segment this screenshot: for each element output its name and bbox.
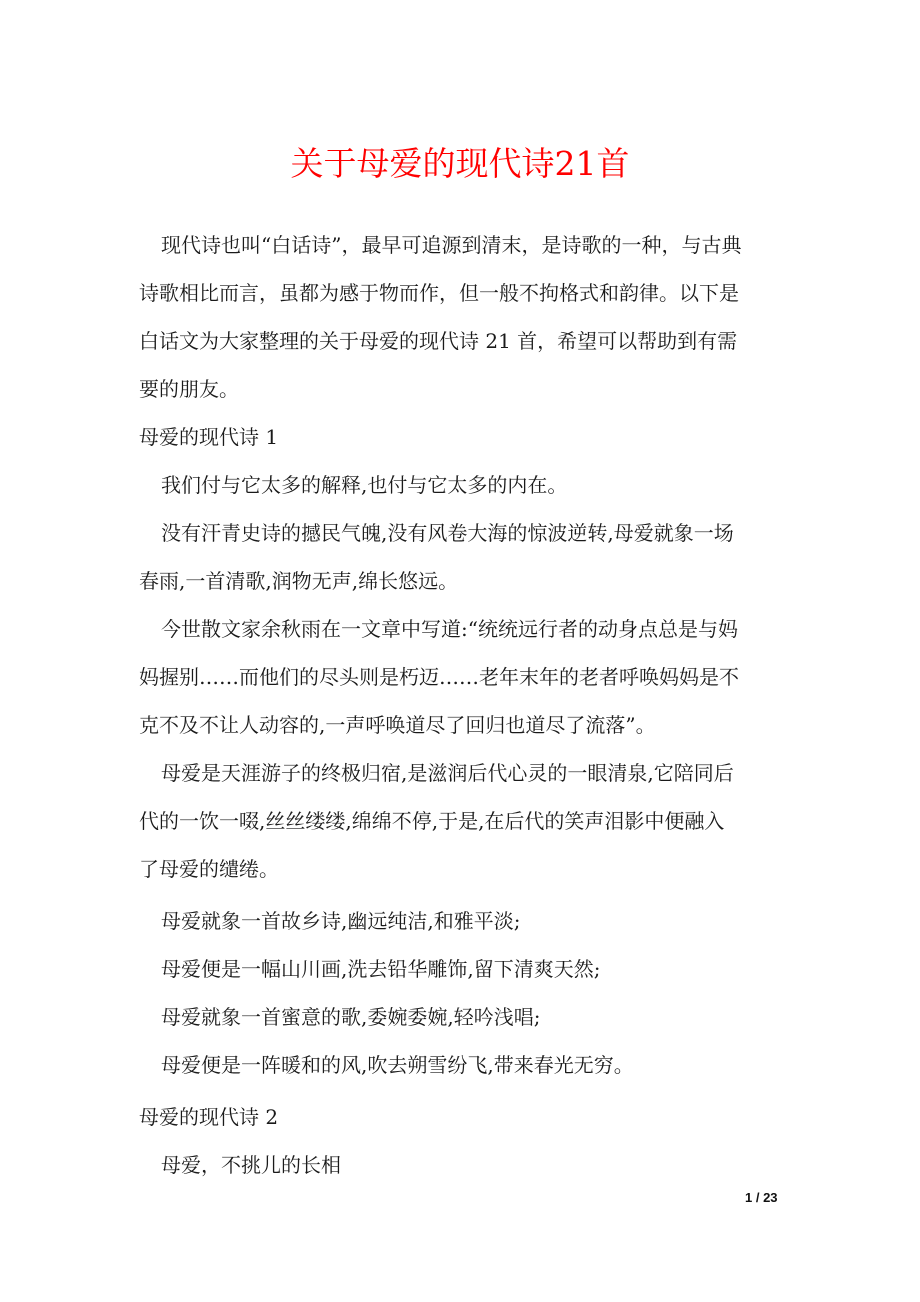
- intro-line: 要的朋友。: [139, 377, 239, 401]
- paragraph-line: 母爱就象一首蜜意的歌,委婉委婉,轻吟浅唱;: [161, 1005, 541, 1029]
- paragraph-line: 母爱是天涯游子的终极归宿,是滋润后代心灵的一眼清泉,它陪同后: [161, 761, 734, 785]
- document-title: 关于母爱的现代诗21首: [290, 144, 630, 183]
- paragraph-line: 没有汗青史诗的撼民气魄,没有风卷大海的惊波逆转,母爱就象一场: [161, 521, 734, 545]
- paragraph-line: 克不及不让人动容的,一声呼唤道尽了回归也道尽了流落”。: [139, 713, 656, 737]
- intro-line: 诗歌相比而言，虽都为感于物而作，但一般不拘格式和韵律。以下是: [139, 281, 739, 305]
- section-heading: 母爱的现代诗 2: [139, 1105, 279, 1129]
- paragraph-line: 了母爱的缱绻。: [139, 857, 279, 881]
- paragraph-line: 母爱便是一幅山川画,洗去铅华雕饰,留下清爽天然;: [161, 957, 601, 981]
- paragraph-line: 今世散文家余秋雨在一文章中写道:“统统远行者的动身点总是与妈: [161, 617, 738, 641]
- paragraph-line: 我们付与它太多的解释,也付与它太多的内在。: [161, 473, 568, 497]
- paragraph-line: 妈握别……而他们的尽头则是朽迈……老年末年的老者呼唤妈妈是不: [139, 665, 739, 689]
- page-number: 1 / 23: [745, 1190, 778, 1205]
- paragraph-line: 母爱，不挑儿的长相: [161, 1153, 341, 1177]
- paragraph-line: 代的一饮一啜,丝丝缕缕,绵绵不停,于是,在后代的笑声泪影中便融入: [139, 809, 725, 833]
- paragraph-line: 春雨,一首清歌,润物无声,绵长悠远。: [139, 569, 459, 593]
- paragraph-line: 母爱便是一阵暖和的风,吹去朔雪纷飞,带来春光无穷。: [161, 1053, 634, 1077]
- paragraph-line: 母爱就象一首故乡诗,幽远纯洁,和雅平淡;: [161, 909, 521, 933]
- section-heading: 母爱的现代诗 1: [139, 425, 279, 449]
- intro-line: 现代诗也叫“白话诗”，最早可追源到清末，是诗歌的一种，与古典: [161, 233, 742, 257]
- intro-line: 白话文为大家整理的关于母爱的现代诗 21 首，希望可以帮助到有需: [139, 329, 738, 353]
